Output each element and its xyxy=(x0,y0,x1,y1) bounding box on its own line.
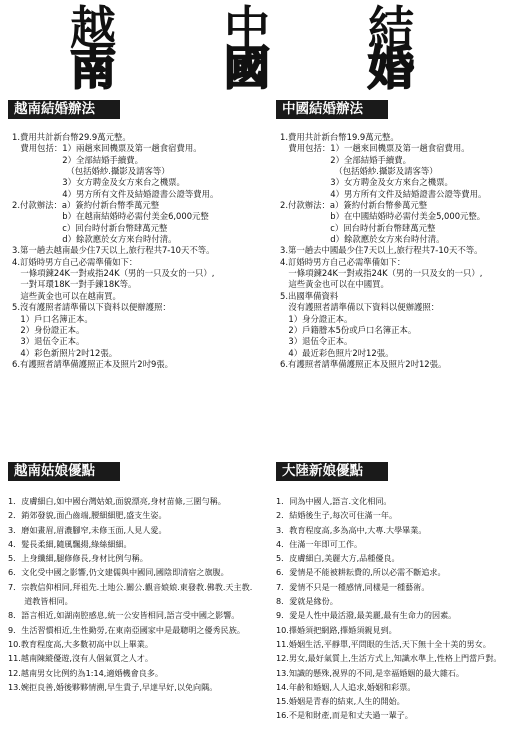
list-item: 16.不是和財產,而是和丈夫過一輩子。 xyxy=(276,710,413,721)
list-item: 5．上身纖細,腿修修長,身材比例勻稱。 xyxy=(8,553,148,564)
list-item: 4.訂婚時男方自己必需準備如下： xyxy=(280,256,406,267)
list-item: 13.婉拒良善,婚後夥夥情溯,早生貴子,早達早好,以免向隅。 xyxy=(8,681,218,692)
list-item: 3）女方聘金及女方來台之機票。 xyxy=(12,177,185,188)
list-item: 1．同為中國人,語言.文化相同。 xyxy=(276,496,392,506)
china-brides-list xyxy=(276,494,516,723)
title-vietnam-top: 越 xyxy=(70,1,116,55)
list-item: 9．生活習慣相近,生性勤勞,在東南亞國家中是最聰明之優秀民族。 xyxy=(8,624,245,635)
list-item: 2.付款辦法：a）簽約付新台幣參萬元整 xyxy=(280,200,428,211)
list-item: 6.有護照者請準備護照正本及照片2吋12張。 xyxy=(280,358,447,369)
list-item: 1．皮膚細白,如中國台灣姑娘,面貌漂亮,身材苗條,三圍勻稱。 xyxy=(8,496,226,506)
list-item: 12.越南男女比例約為1:14,適婚機會良多。 xyxy=(8,667,164,678)
list-item: 4）最近彩色照片2吋12張。 xyxy=(280,347,394,358)
title-china-top: 中 xyxy=(224,1,270,55)
list-item: 1）身分證正本。 xyxy=(280,313,353,324)
list-item: 11.越南陳縱優遊,沒有人個氣質之人才。 xyxy=(8,653,153,664)
vietnam-brides-heading: 越南姑娘優點 xyxy=(8,462,120,481)
list-item: b）在越南結婚時必需付美金6,000元整 xyxy=(12,211,209,222)
list-item: 3．磨如畫眉,眉濃腳窄,未修玉面,人見人愛。 xyxy=(8,524,167,535)
china-procedure-list xyxy=(280,132,516,370)
list-item: 10.教育程度高,大多數初高中以上畢業。 xyxy=(8,638,153,649)
list-item: 3.第一趟去中國最少住7天以上,旅行程共7-10天不等。 xyxy=(280,245,483,256)
list-item: 4）彩色新照片2吋12張。 xyxy=(12,347,118,358)
list-item: 3.第一趟去越南最少住7天以上,旅行程共7-10天不等。 xyxy=(12,245,215,256)
list-item: 13.知識的懸殊,視界的不同,是幸福婚姻的最大雜石。 xyxy=(276,667,464,678)
list-item: 2）全部結婚手續費。 xyxy=(12,154,143,165)
list-item: 道教皆相同。 xyxy=(8,596,73,607)
list-item: d）餘款應於女方來台時付清。 xyxy=(12,234,177,245)
list-item: 6.有護照者請準備護照正本及照片2吋9張。 xyxy=(12,358,174,369)
list-item: 6．文化受中國之影響,仍文建儒與中國同,國陰即清宿之旗腹。 xyxy=(8,567,229,578)
list-item: 2）身份證正本。 xyxy=(12,324,85,335)
list-item: 沒有護照者請準備以下資料以便辦護照： xyxy=(280,302,440,313)
list-item: 8．語言相近,如湖南腔感息,統一公安皆相同,語言受中國之影響。 xyxy=(8,610,240,621)
list-item: （包括婚紗.攝影及請客等） xyxy=(12,166,170,177)
list-item: 4.訂婚時男方自己必需準備如下： xyxy=(12,256,138,267)
list-item: 這些黃金也可以在越南買。 xyxy=(12,290,121,301)
list-item: 4）男方所有文件及結婚證書公證等費用。 xyxy=(280,188,487,199)
vietnam-brides-list xyxy=(8,494,266,694)
vietnam-procedure-list xyxy=(12,132,267,370)
list-item: 3．教育程度高,多為高中,大專.大學畢業。 xyxy=(276,524,427,535)
list-item: 1.費用共計新台幣19.9萬元整。 xyxy=(280,132,399,142)
list-item: 一條項鍊24K一對戒指24K（男的一只及女的一只）, xyxy=(12,268,215,279)
list-item: 2．銷郊發貌,面凸齒端,腰細細肥,盛支生姿。 xyxy=(8,510,167,521)
list-item: d）餘款應於女方來台時付清。 xyxy=(280,234,445,245)
list-item: 6．愛情是不能被耕耘費的,所以必需不斷追求。 xyxy=(276,567,446,578)
list-item: 7．宗教信仰相同,拜祖先.土地公.關公.觀音娘娘.東發教.佛教.天主教. xyxy=(8,581,253,592)
list-item: b）在中國結婚時必需付美金5,000元整。 xyxy=(280,211,486,222)
list-item: c）回台時付新台幣肆萬元整 xyxy=(280,222,436,233)
list-item: 費用包括：1）兩趟來回機票及第一趟食宿費用。 xyxy=(12,143,202,154)
list-item: 10.擇婚須把網路,擇婚須親見到。 xyxy=(276,624,397,635)
vietnam-marriage-heading: 越南結婚辦法 xyxy=(8,100,120,119)
list-item: 2）全部結婚手續費。 xyxy=(280,154,411,165)
list-item: 2.付款辦法：a）簽約付新台幣季萬元整 xyxy=(12,200,160,211)
list-item: 14.年齡和婚姻,人人追求,婚姻和彩票。 xyxy=(276,681,416,692)
list-item: 5.出國準備資料 xyxy=(280,290,339,301)
list-item: 一條項鍊24K一對戒指24K（男的一只及女的一只）, xyxy=(280,268,483,279)
title-vietnam-bottom: 南 xyxy=(70,41,116,95)
list-item: 7．愛情不只是一種感情,同樣是一種藝術。 xyxy=(276,581,430,592)
list-item: 3）退伍令正本。 xyxy=(12,336,85,347)
list-item: （包括婚紗.攝影及請客等） xyxy=(280,166,438,177)
list-item: 15.婚姻是青春的結束,人生的開始。 xyxy=(276,696,405,707)
list-item: 4．髮長柔細,隨風飄揚,綠絲細細。 xyxy=(8,538,132,549)
list-item: 2）戶籍謄本5份或戶口名簿正本。 xyxy=(280,324,417,335)
china-brides-heading: 大陸新娘優點 xyxy=(276,462,388,481)
china-marriage-heading: 中國結婚辦法 xyxy=(276,100,388,119)
list-item: 5．皮膚細白,美麗大方,品種優良。 xyxy=(276,553,400,564)
title-marriage-bottom: 婚 xyxy=(368,41,414,95)
title-marriage-top: 結 xyxy=(368,1,414,55)
list-item: 12.男女,最好氣質上,生活方式上,知識水準上,性格上門當戶對。 xyxy=(276,653,502,664)
list-item: 這些黃金也可以在中國買。 xyxy=(280,279,389,290)
list-item: 一對耳環18K一對手鍊18K等。 xyxy=(12,279,137,290)
list-item: 費用包括：1）一趟來回機票及第一趟食宿費用。 xyxy=(280,143,470,154)
list-item: 4）男方所有文件及結婚證書公證等費用。 xyxy=(12,188,219,199)
list-item: 11.婚姻生活,平靜單,平問眼的生活,天下無十全十美的男女。 xyxy=(276,638,491,649)
list-item: 4．住滿一年即可工作。 xyxy=(276,538,363,549)
list-item: 5.沒有護照者請準備以下資料以便辦護照： xyxy=(12,302,171,313)
title-china-bottom: 國 xyxy=(224,41,270,95)
list-item: 3）退伍令正本。 xyxy=(280,336,353,347)
list-item: 8．愛就是緣份。 xyxy=(276,596,338,607)
list-item: 3）女方聘金及女方來台之機票。 xyxy=(280,177,453,188)
list-item: c）回台時付新台幣肆萬元整 xyxy=(12,222,168,233)
list-item: 9．愛是人性中最活潑,最美麗,最有生命力的因素。 xyxy=(276,610,457,621)
list-item: 1）戶口名簿正本。 xyxy=(12,313,93,324)
list-item: 2．結婚後生子,每次可住滿一年。 xyxy=(276,510,398,521)
list-item: 1.費用共計新台幣29.9萬元整。 xyxy=(12,132,131,142)
